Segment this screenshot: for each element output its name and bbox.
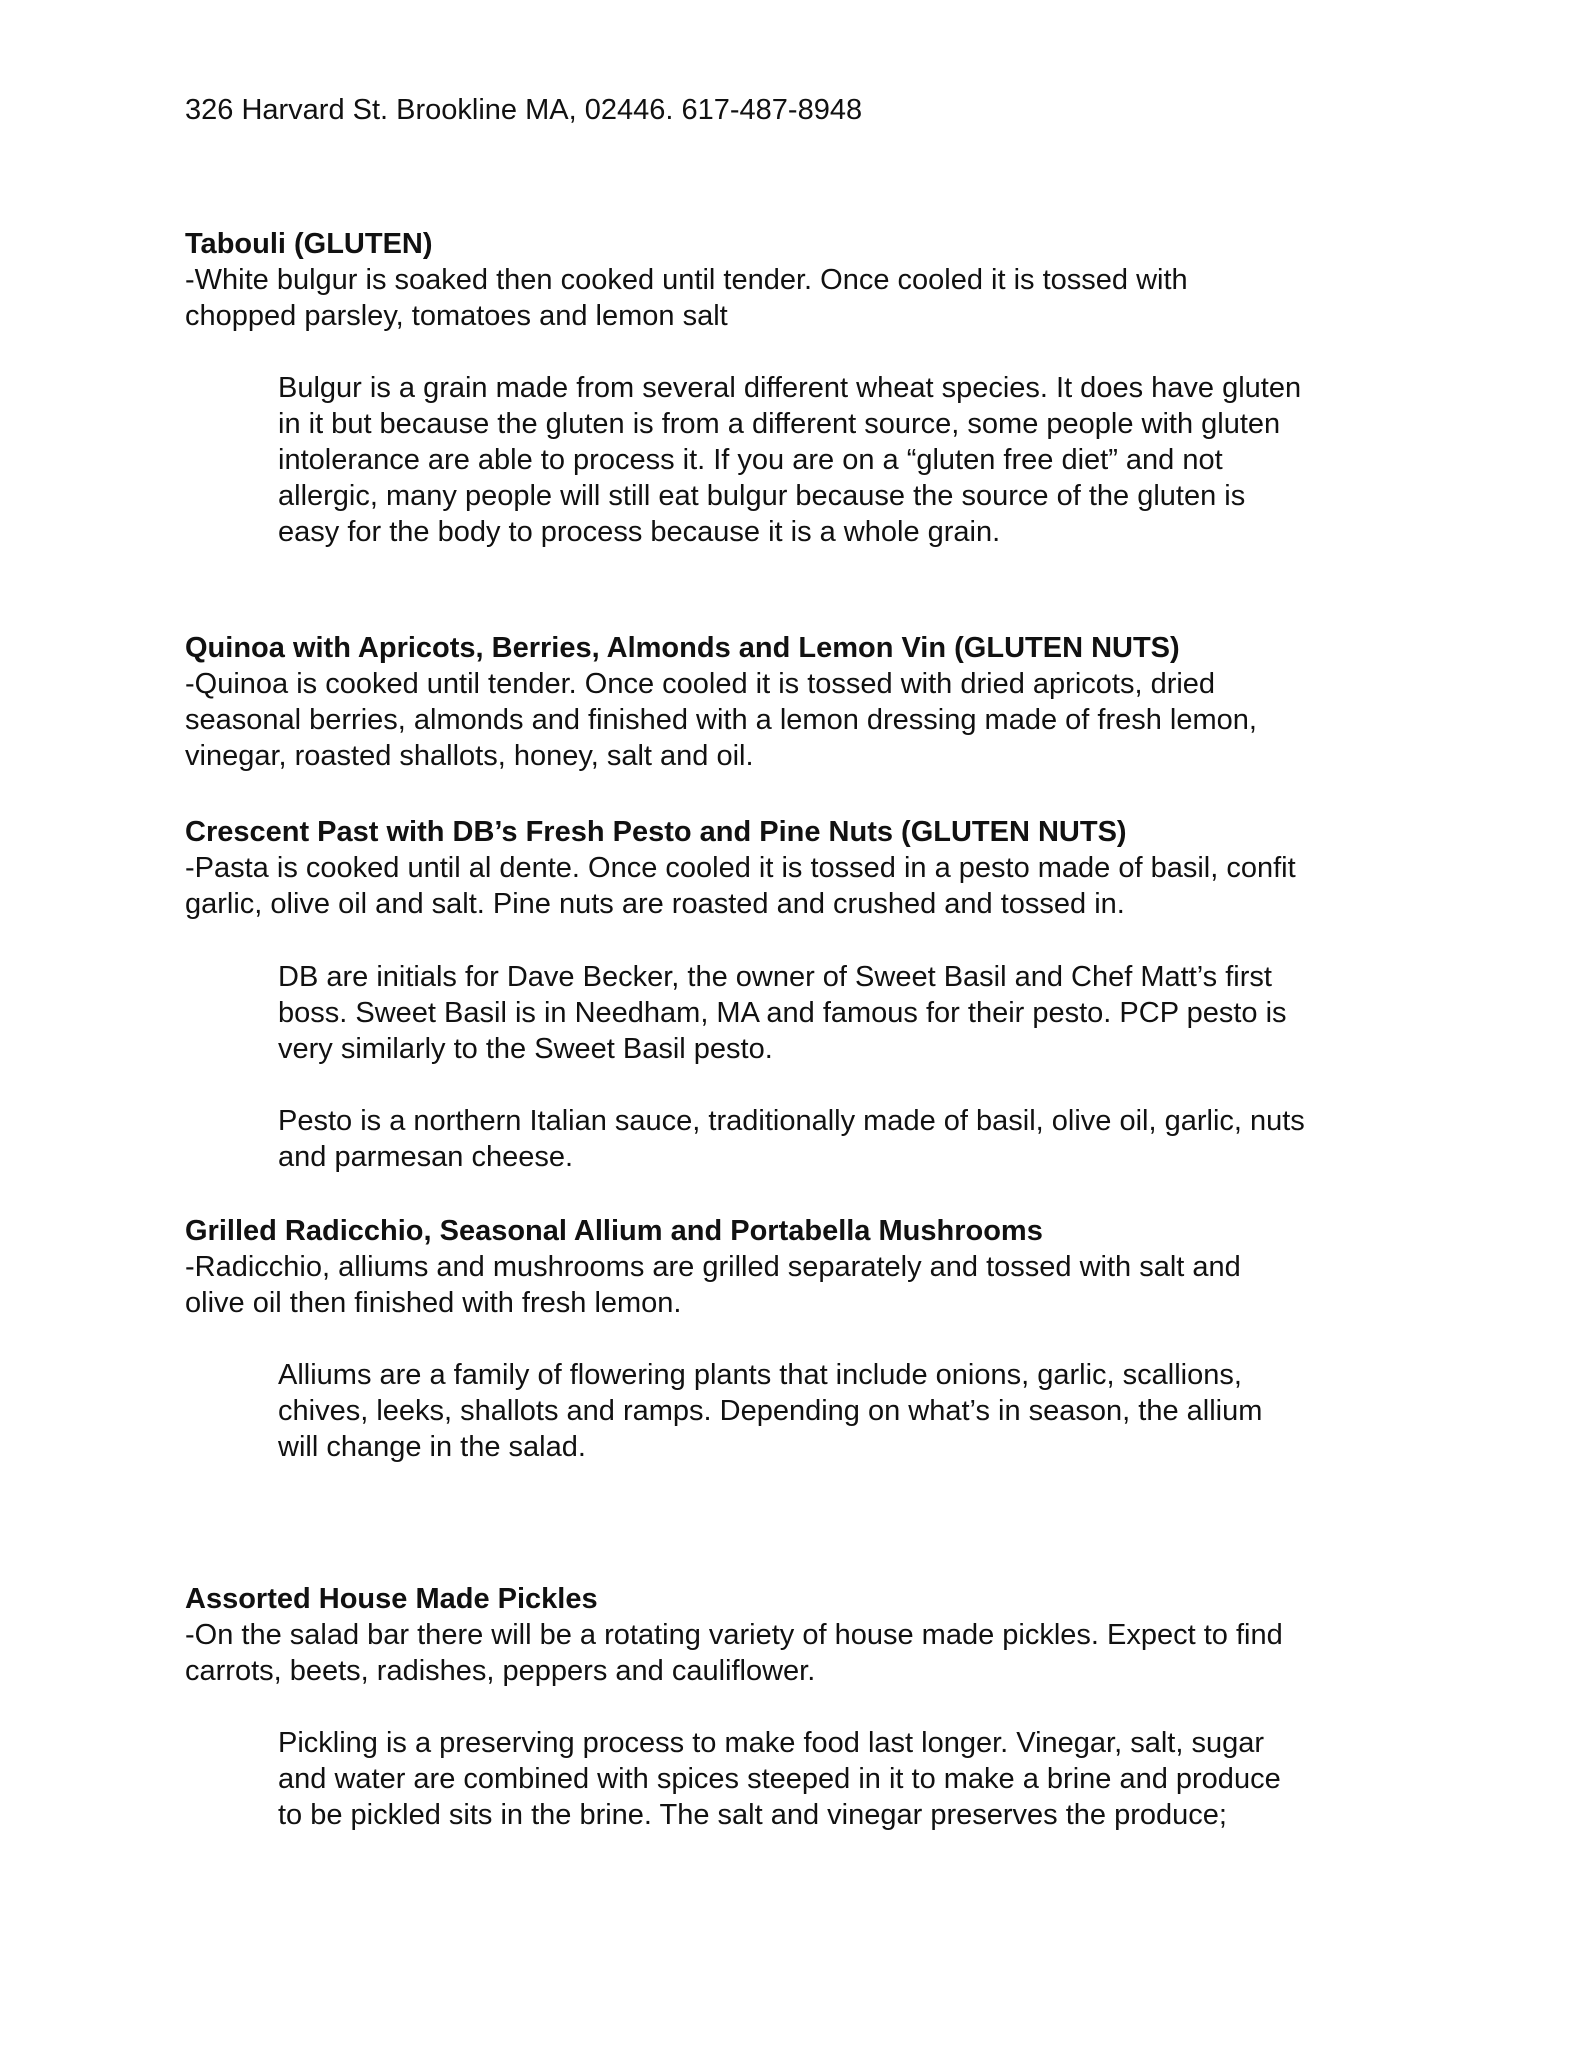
note-line: Alliums are a family of flowering plants that include onions, garlic, scallions,: [278, 1359, 1242, 1391]
description-line: -On the salad bar there will be a rotating variety of house made pickles. Expect to find: [185, 1619, 1283, 1651]
note-line: Bulgur is a grain made from several different wheat species. It does have gluten: [278, 372, 1302, 404]
item-description: [185, 1617, 1415, 1689]
item-description: [185, 666, 1415, 774]
description-line: olive oil then finished with fresh lemon.: [185, 1287, 682, 1319]
item-description: [185, 262, 1415, 334]
item-title: Tabouli (GLUTEN): [185, 228, 433, 260]
item-title: Quinoa with Apricots, Berries, Almonds and Lemon Vin (GLUTEN NUTS): [185, 632, 1180, 664]
description-line: -White bulgur is soaked then cooked until tender. Once cooled it is tossed with: [185, 264, 1188, 296]
note-line: chives, leeks, shallots and ramps. Depending on what’s in season, the allium: [278, 1395, 1263, 1427]
menu-item-pickles: [185, 1581, 1415, 1689]
menu-item-quinoa: [185, 630, 1415, 774]
note-line: Pickling is a preserving process to make food last longer. Vinegar, salt, sugar: [278, 1727, 1264, 1759]
note-line: will change in the salad.: [278, 1431, 586, 1463]
note-line: intolerance are able to process it. If you are on a “gluten free diet” and not: [278, 444, 1223, 476]
menu-item-tabouli: [185, 226, 1415, 334]
note-line: Pesto is a northern Italian sauce, traditionally made of basil, olive oil, garlic, nuts: [278, 1105, 1305, 1137]
item-note-dave-becker: [278, 959, 1408, 1067]
item-title: Crescent Past with DB’s Fresh Pesto and Pine Nuts (GLUTEN NUTS): [185, 816, 1127, 848]
menu-item-grilled-radicchio: [185, 1213, 1415, 1321]
description-line: seasonal berries, almonds and finished with a lemon dressing made of fresh lemon,: [185, 704, 1257, 736]
address-header: 326 Harvard St. Brookline MA, 02446. 617-487-8948: [185, 94, 863, 126]
description-line: -Quinoa is cooked until tender. Once cooled it is tossed with dried apricots, dried: [185, 668, 1216, 700]
description-line: vinegar, roasted shallots, honey, salt and oil.: [185, 740, 754, 772]
item-title: Grilled Radicchio, Seasonal Allium and Portabella Mushrooms: [185, 1215, 1043, 1247]
menu-item-crescent-pasta: [185, 814, 1415, 922]
note-line: in it but because the gluten is from a different source, some people with gluten: [278, 408, 1281, 440]
note-line: easy for the body to process because it is a whole grain.: [278, 516, 1001, 548]
note-line: boss. Sweet Basil is in Needham, MA and famous for their pesto. PCP pesto is: [278, 997, 1287, 1029]
description-line: chopped parsley, tomatoes and lemon salt: [185, 300, 728, 332]
item-note-bulgur: [278, 370, 1408, 550]
description-line: carrots, beets, radishes, peppers and cauliflower.: [185, 1655, 816, 1687]
note-line: allergic, many people will still eat bulgur because the source of the gluten is: [278, 480, 1246, 512]
note-line: to be pickled sits in the brine. The salt and vinegar preserves the produce;: [278, 1799, 1227, 1831]
description-line: -Radicchio, alliums and mushrooms are grilled separately and tossed with salt and: [185, 1251, 1241, 1283]
description-line: -Pasta is cooked until al dente. Once cooled it is tossed in a pesto made of basil, confit: [185, 852, 1296, 884]
item-description: [185, 1249, 1415, 1321]
note-line: and parmesan cheese.: [278, 1141, 574, 1173]
item-note-pesto: [278, 1103, 1408, 1175]
note-line: and water are combined with spices steeped in it to make a brine and produce: [278, 1763, 1281, 1795]
note-line: DB are initials for Dave Becker, the owner of Sweet Basil and Chef Matt’s first: [278, 961, 1272, 993]
description-line: garlic, olive oil and salt. Pine nuts are roasted and crushed and tossed in.: [185, 888, 1125, 920]
item-title: Assorted House Made Pickles: [185, 1583, 598, 1615]
item-note-pickling: [278, 1725, 1408, 1833]
item-note-alliums: [278, 1357, 1408, 1465]
note-line: very similarly to the Sweet Basil pesto.: [278, 1033, 773, 1065]
item-description: [185, 850, 1415, 922]
